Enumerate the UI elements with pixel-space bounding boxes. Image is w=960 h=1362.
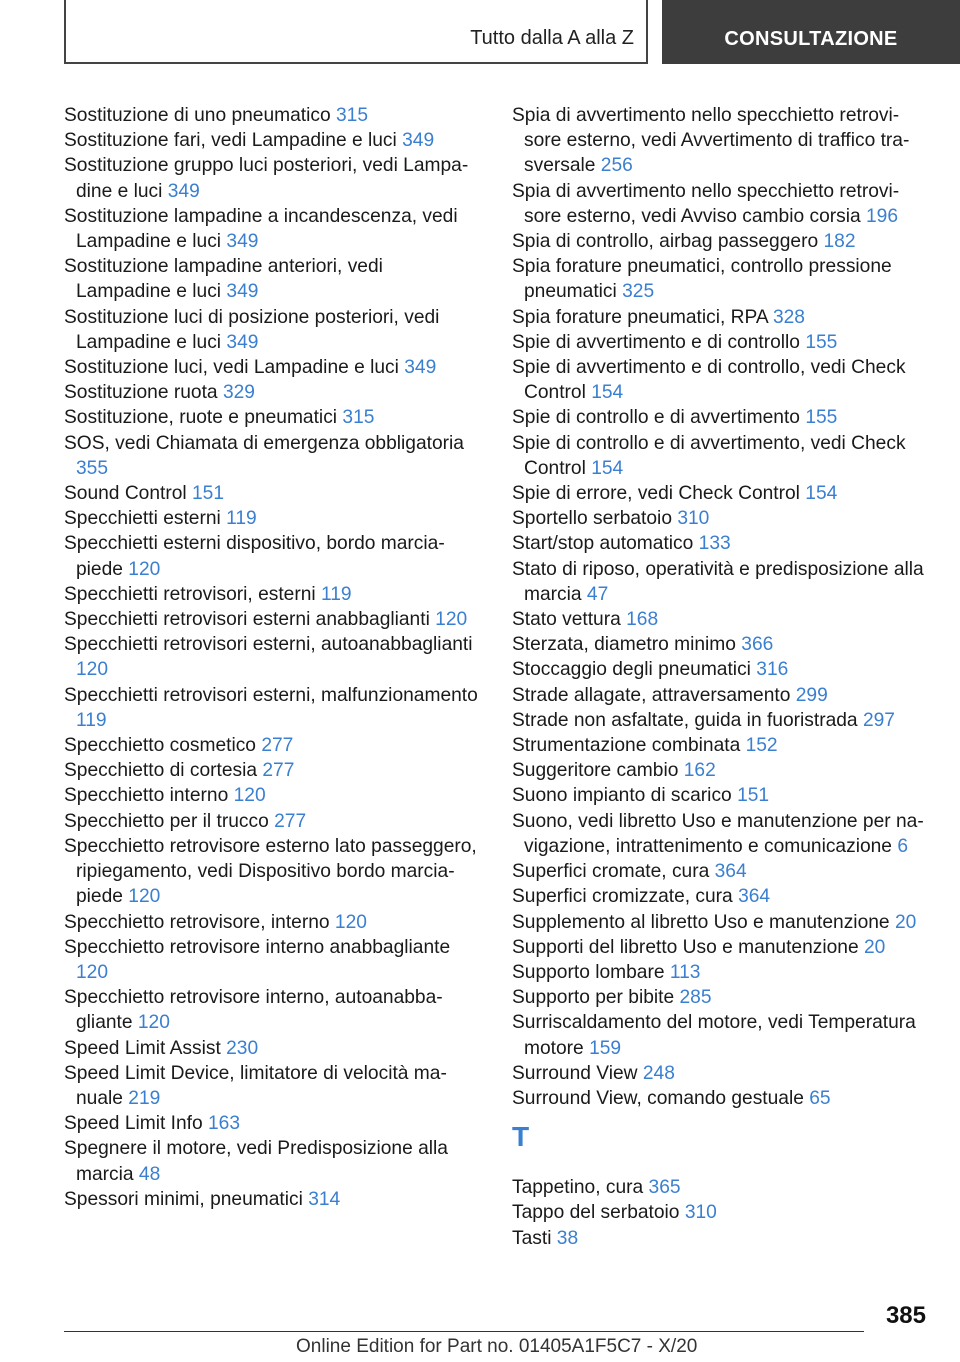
index-entry-term: Specchietto interno xyxy=(64,785,229,807)
index-entry-page-link[interactable]: 310 xyxy=(677,508,710,530)
index-entry-page-link[interactable]: 152 xyxy=(745,735,778,757)
index-entry-page-link[interactable]: 314 xyxy=(308,1188,341,1210)
index-entry xyxy=(512,1010,927,1060)
index-entry-term: Spie di errore, vedi Check Control xyxy=(512,483,800,505)
index-entry-page-link[interactable]: 285 xyxy=(679,987,712,1009)
index-entry xyxy=(64,758,482,783)
index-entry-term: Superfici cromizzate, cura xyxy=(512,886,733,908)
index-entry-page-link[interactable]: 159 xyxy=(589,1037,622,1059)
index-entry-page-link[interactable]: 65 xyxy=(809,1087,831,1109)
index-entry-term: Surround View xyxy=(512,1062,638,1084)
index-entry xyxy=(512,531,927,556)
index-entry-term: Sostituzione ruota xyxy=(64,382,218,404)
header-section-title: Tutto dalla A alla Z xyxy=(470,27,634,49)
index-entry-term: Sostituzione, ruote e pneumatici xyxy=(64,407,338,429)
index-entry-page-link[interactable]: 154 xyxy=(591,457,624,479)
index-entry-page-link[interactable]: 349 xyxy=(402,130,435,152)
index-entry xyxy=(64,935,482,985)
index-entry xyxy=(512,632,927,657)
index-entry-term: Spie di avvertimento e di controllo, vedi Check Control xyxy=(512,357,906,404)
index-entry-page-link[interactable]: 364 xyxy=(714,861,747,883)
index-entry-page-link[interactable]: 120 xyxy=(128,886,161,908)
index-entry-page-link[interactable]: 120 xyxy=(76,659,109,681)
index-entry-page-link[interactable]: 349 xyxy=(226,231,259,253)
index-entry xyxy=(512,1226,927,1251)
index-entry xyxy=(64,834,482,910)
index-entry xyxy=(512,179,927,229)
index-entry xyxy=(512,733,927,758)
index-entry-term: Strumentazione combinata xyxy=(512,735,741,757)
index-entry-term: Spia di avvertimento nello specchietto retrovisore esterno, vedi Avviso cambio corsia xyxy=(512,180,900,227)
index-entry-term: Specchietti retrovisori esterni, malfunzionamento xyxy=(64,684,478,706)
index-entry-term: Specchietti retrovisori, esterni xyxy=(64,583,316,605)
index-entry-page-link[interactable]: 299 xyxy=(795,684,828,706)
header-chapter-title: CONSULTAZIONE xyxy=(724,28,898,50)
index-entry-page-link[interactable]: 329 xyxy=(222,382,255,404)
index-entry xyxy=(512,431,927,481)
index-entry xyxy=(512,103,927,179)
index-entry xyxy=(64,582,482,607)
index-entry-page-link[interactable]: 256 xyxy=(600,155,633,177)
index-entry-page-link[interactable]: 162 xyxy=(683,760,716,782)
index-entry xyxy=(64,103,482,128)
index-entry xyxy=(64,1111,482,1136)
index-entry xyxy=(64,733,482,758)
index-entry-term: Sostituzione di uno pneumatico xyxy=(64,105,331,126)
index-entry xyxy=(512,557,927,607)
index-entry-page-link[interactable]: 316 xyxy=(756,659,789,681)
index-entry-term: Suggeritore cambio xyxy=(512,760,679,782)
index-entry-page-link[interactable]: 315 xyxy=(336,105,369,126)
header-section-box xyxy=(64,0,648,64)
index-entry xyxy=(512,960,927,985)
index-entry-term: Spia di controllo, airbag passeggero xyxy=(512,231,819,253)
index-entry-term: Specchietto retrovisore interno anabbagliante xyxy=(64,936,451,958)
index-entry-page-link[interactable]: 349 xyxy=(226,281,259,303)
index-entry-page-link[interactable]: 151 xyxy=(192,483,225,505)
index-entry-term: Spie di avvertimento e di controllo xyxy=(512,331,800,353)
index-entry-term: Specchietto di cortesia xyxy=(64,760,258,782)
index-entry xyxy=(512,985,927,1010)
index-entry xyxy=(512,935,927,960)
index-entry-page-link[interactable]: 119 xyxy=(321,583,352,605)
index-entry-page-link[interactable]: 328 xyxy=(772,306,805,328)
index-entry-term: Suono, vedi libretto Uso e manutenzione per navigazione, intrattenimento e comunicazione xyxy=(512,810,924,857)
index-entry-term: Stato vettura xyxy=(512,609,621,631)
index-entry-term: Sostituzione lampadine a incandescenza, vedi Lampadine e luci xyxy=(64,205,458,253)
index-entry-page-link[interactable]: 48 xyxy=(138,1163,161,1185)
index-entry xyxy=(512,1175,927,1200)
index-entry-page-link[interactable]: 277 xyxy=(274,810,307,832)
header-chapter-box xyxy=(662,0,960,64)
index-entry xyxy=(64,254,482,304)
index-entry xyxy=(512,1086,927,1111)
index-entry-term: Sostituzione luci, vedi Lampadine e luci xyxy=(64,357,399,379)
index-entry-page-link[interactable]: 366 xyxy=(741,634,774,656)
index-entry xyxy=(64,683,482,733)
index-entry-page-link[interactable]: 120 xyxy=(128,558,161,580)
index-entry-page-link[interactable]: 168 xyxy=(626,609,659,631)
index-entry-page-link[interactable]: 120 xyxy=(334,911,367,933)
index-entry xyxy=(512,758,927,783)
index-entry xyxy=(64,607,482,632)
index-entry xyxy=(64,380,482,405)
index-entry-term: Superfici cromate, cura xyxy=(512,861,710,883)
index-entry-term: Supporto per bibite xyxy=(512,987,675,1009)
index-entry-page-link[interactable]: 154 xyxy=(591,382,624,404)
index-entry-term: Sound Control xyxy=(64,483,187,505)
index-entry-term: Sostituzione lampadine anteriori, vedi Lampadine e luci xyxy=(64,256,383,303)
index-entry-term: Spia forature pneumatici, RPA xyxy=(512,306,768,328)
index-entry xyxy=(512,1061,927,1086)
index-entry-page-link[interactable]: 120 xyxy=(233,785,266,807)
footer-edition: Online Edition for Part no. 01405A1F5C7 - X/20 xyxy=(296,1336,698,1357)
index-entry-page-link[interactable]: 219 xyxy=(128,1087,161,1109)
index-entry-page-link[interactable]: 47 xyxy=(586,583,609,605)
index-entry xyxy=(512,405,927,430)
index-entry xyxy=(512,506,927,531)
index-entry xyxy=(64,632,482,682)
index-entry-term: Sostituzione gruppo luci posteriori, vedi Lampadine e luci xyxy=(64,155,469,202)
index-entry-page-link[interactable]: 155 xyxy=(805,331,838,353)
index-entry xyxy=(64,506,482,531)
index-entry-term: Spie di controllo e di avvertimento, vedi Check Control xyxy=(512,432,906,479)
index-entry-term: Specchietti esterni dispositivo, bordo marciapiede xyxy=(64,533,445,580)
index-entry xyxy=(512,229,927,254)
index-entry-page-link[interactable]: 364 xyxy=(738,886,771,908)
index-entry xyxy=(64,305,482,355)
index-entry-page-link[interactable]: 163 xyxy=(208,1113,241,1135)
index-entry-page-link[interactable]: 248 xyxy=(642,1062,675,1084)
index-entry xyxy=(512,859,927,884)
index-entry-term: Stoccaggio degli pneumatici xyxy=(512,659,751,681)
index-entry-page-link[interactable]: 6 xyxy=(897,835,908,857)
index-entry-term: Sostituzione luci di posizione posteriori, vedi Lampadine e luci xyxy=(64,306,440,353)
index-entry-page-link[interactable]: 365 xyxy=(648,1177,681,1199)
index-entry-term: Speed Limit Info xyxy=(64,1113,203,1135)
index-column-right xyxy=(512,103,927,1251)
index-entry-term: Sportello serbatoio xyxy=(512,508,672,530)
index-entry xyxy=(512,683,927,708)
index-entry xyxy=(64,481,482,506)
index-entry xyxy=(64,1036,482,1061)
index-entry xyxy=(512,254,927,304)
index-entry-term: Spia forature pneumatici, controllo pressione pneumatici xyxy=(512,256,892,303)
index-entry-term: Specchietti retrovisori esterni, autoanabbaglianti xyxy=(64,634,473,656)
index-entry xyxy=(64,153,482,203)
index-entry-term: Speed Limit Device, limitatore di velocità manuale xyxy=(64,1062,447,1109)
index-entry-term: Spegnere il motore, vedi Predisposizione alla marcia xyxy=(64,1138,448,1185)
index-entry-term: SOS, vedi Chiamata di emergenza obbligatoria xyxy=(64,432,464,454)
index-entry xyxy=(64,128,482,153)
index-entry xyxy=(512,910,927,935)
index-entry-page-link[interactable]: 120 xyxy=(76,961,109,983)
index-entry-page-link[interactable]: 230 xyxy=(226,1037,259,1059)
index-entry-term: Stato di riposo, operatività e predisposizione alla marcia xyxy=(512,558,924,605)
index-entry-term: Strade non asfaltate, guida in fuoristrada xyxy=(512,709,858,731)
index-entry-term: Supporti del libretto Uso e manutenzione xyxy=(512,936,859,958)
index-entry xyxy=(512,355,927,405)
index-entry xyxy=(512,305,927,330)
index-entry-term: Spia di avvertimento nello specchietto retrovisore esterno, vedi Avvertimento di traffico trasversale xyxy=(512,105,910,177)
index-entry-term: Suono impianto di scarico xyxy=(512,785,732,807)
index-entry-term: Specchietti esterni xyxy=(64,508,221,530)
index-entry xyxy=(512,657,927,682)
index-entry xyxy=(512,809,927,859)
index-entry-page-link[interactable]: 315 xyxy=(342,407,375,429)
index-entry-term: Surriscaldamento del motore, vedi Temperatura motore xyxy=(512,1012,916,1059)
index-entry xyxy=(64,405,482,430)
index-entry-term: Supplemento al libretto Uso e manutenzione xyxy=(512,911,890,933)
index-entry xyxy=(64,531,482,581)
index-entry-term: Sterzata, diametro minimo xyxy=(512,634,736,656)
index-entry-term: Surround View, comando gestuale xyxy=(512,1087,804,1109)
index-entry xyxy=(512,708,927,733)
index-entry xyxy=(512,884,927,909)
footer-rule xyxy=(64,1331,864,1332)
index-entry xyxy=(64,431,482,481)
index-entry-page-link[interactable]: 20 xyxy=(864,936,886,958)
index-entry-page-link[interactable]: 119 xyxy=(76,709,107,731)
index-entry xyxy=(64,1136,482,1186)
index-entry-page-link[interactable]: 349 xyxy=(226,331,259,353)
index-section-letter: T xyxy=(512,1121,530,1153)
index-entry-page-link[interactable]: 349 xyxy=(167,180,200,202)
index-entry xyxy=(512,1200,927,1225)
index-entry xyxy=(512,481,927,506)
index-entry xyxy=(64,809,482,834)
index-entry xyxy=(64,985,482,1035)
index-entry-page-link[interactable]: 277 xyxy=(262,760,295,782)
index-entry-page-link[interactable]: 120 xyxy=(137,1012,170,1034)
index-entry xyxy=(512,783,927,808)
index-entry-term: Specchietto per il trucco xyxy=(64,810,269,832)
index-entry-term: Start/stop automatico xyxy=(512,533,694,555)
index-entry-term: Specchietto retrovisore interno, autoanabbagliante xyxy=(64,987,443,1034)
index-entry-page-link[interactable]: 133 xyxy=(698,533,731,555)
index-column-left xyxy=(64,103,482,1212)
index-entry-term: Speed Limit Assist xyxy=(64,1037,221,1059)
index-entry-term: Specchietti retrovisori esterni anabbaglianti xyxy=(64,609,430,631)
index-entry xyxy=(64,1187,482,1212)
page-number: 385 xyxy=(885,1302,926,1329)
index-entry-page-link[interactable]: 349 xyxy=(404,357,437,379)
index-entry-term: Supporto lombare xyxy=(512,961,665,983)
index-entry-term: Spie di controllo e di avvertimento xyxy=(512,407,800,429)
index-entry-term: Specchietto retrovisore esterno lato passeggero, ripiegamento, vedi Dispositivo bordo marciapiede xyxy=(64,835,477,908)
index-entry-page-link[interactable]: 38 xyxy=(556,1227,579,1249)
index-entry-page-link[interactable]: 113 xyxy=(669,961,701,983)
index-entry-term: Specchietto retrovisore, interno xyxy=(64,911,330,933)
index-entry-term: Tasti xyxy=(512,1227,552,1249)
index-entry-term: Strade allagate, attraversamento xyxy=(512,684,791,706)
index-entry xyxy=(64,204,482,254)
index-entry-page-link[interactable]: 297 xyxy=(862,709,895,731)
index-entry xyxy=(64,355,482,380)
index-entry-term: Tappo del serbatoio xyxy=(512,1202,680,1224)
index-entry xyxy=(64,910,482,935)
index-entry-page-link[interactable]: 277 xyxy=(261,735,294,757)
index-entry-term: Sostituzione fari, vedi Lampadine e luci xyxy=(64,130,397,152)
index-entry-page-link[interactable]: 325 xyxy=(622,281,655,303)
index-entry-page-link[interactable]: 20 xyxy=(894,911,917,933)
index-entry-page-link[interactable]: 355 xyxy=(76,457,109,479)
index-entry-term: Spessori minimi, pneumatici xyxy=(64,1188,303,1210)
index-entry-term: Tappetino, cura xyxy=(512,1177,644,1199)
index-entry-page-link[interactable]: 154 xyxy=(805,483,838,505)
index-entry xyxy=(512,607,927,632)
index-entry-page-link[interactable]: 310 xyxy=(684,1202,717,1224)
index-entry-term: Specchietto cosmetico xyxy=(64,735,256,757)
index-entry-page-link[interactable]: 196 xyxy=(866,205,899,227)
index-entry xyxy=(512,330,927,355)
index-entry-page-link[interactable]: 182 xyxy=(823,231,856,253)
index-entry-page-link[interactable]: 120 xyxy=(435,609,468,631)
index-entry xyxy=(64,783,482,808)
index-entry-page-link[interactable]: 151 xyxy=(737,785,770,807)
index-entry-page-link[interactable]: 119 xyxy=(226,508,257,530)
index-entry-page-link[interactable]: 155 xyxy=(805,407,838,429)
index-entry xyxy=(64,1061,482,1111)
